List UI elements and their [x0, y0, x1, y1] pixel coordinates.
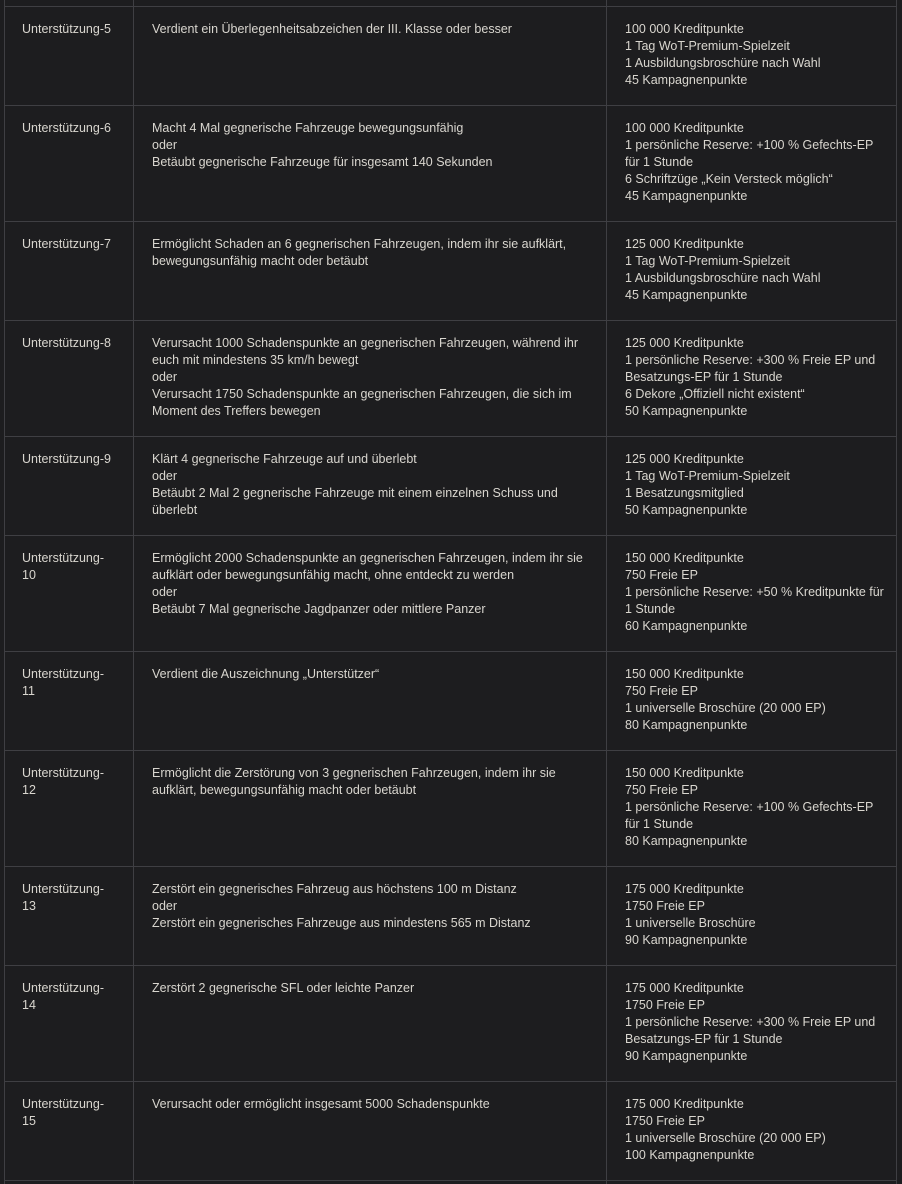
task-cell-line: aufklärt, bewegungsunfähig macht oder betäubt: [152, 783, 417, 797]
task-cell: [152, 550, 592, 618]
reward-cell-line: 175 000 Kreditpunkte: [625, 882, 744, 896]
task-cell-line: Moment des Treffers bewegen: [152, 404, 321, 418]
reward-cell: [625, 21, 887, 89]
stage-cell: [22, 881, 122, 915]
reward-cell-line: 80 Kampagnenpunkte: [625, 718, 748, 732]
table-row: [4, 320, 897, 436]
task-cell-line: Verdient ein Überlegenheitsabzeichen der III. Klasse oder besser: [152, 22, 512, 36]
reward-cell: [625, 335, 887, 420]
reward-cell-line: 100 Kampagnenpunkte: [625, 1148, 755, 1162]
task-cell-line: bewegungsunfähig macht oder betäubt: [152, 254, 369, 268]
table-row: [4, 436, 897, 535]
table-row: [4, 1081, 897, 1180]
reward-cell-line: 1 universelle Broschüre: [625, 916, 756, 930]
reward-cell-line: 1 Ausbildungsbroschüre nach Wahl: [625, 271, 821, 285]
task-cell-line: Macht 4 Mal gegnerische Fahrzeuge bewegungsunfähig: [152, 121, 464, 135]
stage-cell: [22, 1096, 122, 1130]
reward-cell-line: 1750 Freie EP: [625, 998, 705, 1012]
stage-cell-line: Unterstützung-: [22, 981, 104, 995]
row-divider: [4, 651, 897, 652]
reward-cell: [625, 980, 887, 1065]
reward-cell-line: 750 Freie EP: [625, 568, 698, 582]
task-cell-line: Betäubt 7 Mal gegnerische Jagdpanzer oder mittlere Panzer: [152, 602, 486, 616]
task-cell-line: Ermöglicht die Zerstörung von 3 gegnerischen Fahrzeugen, indem ihr sie: [152, 766, 556, 780]
reward-cell-line: für 1 Stunde: [625, 155, 694, 169]
reward-cell-line: 1 Besatzungsmitglied: [625, 486, 744, 500]
table-row: [4, 866, 897, 965]
task-cell: [152, 120, 592, 171]
task-cell-line: Betäubt gegnerische Fahrzeuge für insgesamt 140 Sekunden: [152, 155, 493, 169]
reward-cell-line: 45 Kampagnenpunkte: [625, 189, 748, 203]
reward-cell-line: 100 000 Kreditpunkte: [625, 22, 744, 36]
reward-cell-line: 1 persönliche Reserve: +300 % Freie EP und: [625, 1015, 876, 1029]
table-row: [4, 651, 897, 750]
reward-cell-line: 90 Kampagnenpunkte: [625, 1049, 748, 1063]
row-divider: [4, 535, 897, 536]
reward-cell: [625, 881, 887, 949]
reward-cell-line: Besatzungs-EP für 1 Stunde: [625, 1032, 783, 1046]
reward-cell: [625, 765, 887, 850]
reward-cell-line: 45 Kampagnenpunkte: [625, 288, 748, 302]
stage-cell: [22, 451, 122, 468]
stage-cell-line: Unterstützung-: [22, 551, 104, 565]
task-cell-line: oder: [152, 138, 178, 152]
row-divider: [4, 1180, 897, 1181]
reward-cell-line: 6 Schriftzüge „Kein Versteck möglich“: [625, 172, 833, 186]
row-divider: [4, 1081, 897, 1082]
reward-cell-line: 125 000 Kreditpunkte: [625, 237, 744, 251]
reward-cell-line: 150 000 Kreditpunkte: [625, 766, 744, 780]
reward-cell-line: 175 000 Kreditpunkte: [625, 981, 744, 995]
reward-cell: [625, 236, 887, 304]
task-cell: [152, 335, 592, 420]
reward-cell: [625, 120, 887, 205]
reward-cell: [625, 550, 887, 635]
task-cell-line: Ermöglicht 2000 Schadenspunkte an gegnerischen Fahrzeugen, indem ihr sie: [152, 551, 583, 565]
task-cell-line: oder: [152, 370, 178, 384]
task-cell-line: aufklärt oder bewegungsunfähig macht, ohne entdeckt zu werden: [152, 568, 515, 582]
table-row: [4, 750, 897, 866]
task-cell-line: oder: [152, 585, 178, 599]
row-divider: [4, 965, 897, 966]
reward-cell-line: 1 Ausbildungsbroschüre nach Wahl: [625, 56, 821, 70]
reward-cell-line: 750 Freie EP: [625, 684, 698, 698]
missions-table: [4, 0, 897, 1184]
table-row: [4, 221, 897, 320]
stage-cell-line: Unterstützung-7: [22, 237, 111, 251]
reward-cell-line: 6 Dekore „Offiziell nicht existent“: [625, 387, 805, 401]
reward-cell-line: 50 Kampagnenpunkte: [625, 404, 748, 418]
reward-cell-line: 1 persönliche Reserve: +50 % Kreditpunkte für: [625, 585, 884, 599]
reward-cell-line: 45 Kampagnenpunkte: [625, 73, 748, 87]
task-cell-line: Zerstört ein gegnerisches Fahrzeug aus höchstens 100 m Distanz: [152, 882, 517, 896]
stage-cell-line: 12: [22, 783, 36, 797]
task-cell-line: Zerstört 2 gegnerische SFL oder leichte Panzer: [152, 981, 415, 995]
stage-cell: [22, 666, 122, 700]
table-row: [4, 965, 897, 1081]
row-divider: [4, 436, 897, 437]
stage-cell-line: Unterstützung-: [22, 766, 104, 780]
task-cell-line: Verursacht 1000 Schadenspunkte an gegnerischen Fahrzeugen, während ihr: [152, 336, 578, 350]
table-row: [4, 6, 897, 105]
task-cell: [152, 236, 592, 270]
task-cell-line: Verdient die Auszeichnung „Unterstützer“: [152, 667, 380, 681]
stage-cell: [22, 765, 122, 799]
reward-cell-line: 1 persönliche Reserve: +100 % Gefechts-EP: [625, 138, 874, 152]
reward-cell-line: 60 Kampagnenpunkte: [625, 619, 748, 633]
reward-cell-line: 1 Stunde: [625, 602, 676, 616]
reward-cell-line: 1 Tag WoT-Premium-Spielzeit: [625, 469, 790, 483]
stage-cell-line: Unterstützung-5: [22, 22, 111, 36]
stage-cell: [22, 335, 122, 352]
stage-cell-line: Unterstützung-6: [22, 121, 111, 135]
task-cell-line: überlebt: [152, 503, 198, 517]
stage-cell-line: 14: [22, 998, 36, 1012]
row-divider: [4, 866, 897, 867]
reward-cell-line: 125 000 Kreditpunkte: [625, 452, 744, 466]
stage-cell: [22, 980, 122, 1014]
stage-cell: [22, 120, 122, 137]
stage-cell-line: 10: [22, 568, 36, 582]
reward-cell-line: 150 000 Kreditpunkte: [625, 667, 744, 681]
row-divider: [4, 105, 897, 106]
row-divider: [4, 320, 897, 321]
stage-cell-line: 13: [22, 899, 36, 913]
task-cell: [152, 21, 592, 38]
task-cell: [152, 1096, 592, 1113]
reward-cell-line: 80 Kampagnenpunkte: [625, 834, 748, 848]
reward-cell: [625, 451, 887, 519]
reward-cell-line: 125 000 Kreditpunkte: [625, 336, 744, 350]
table-row: [4, 105, 897, 221]
task-cell-line: Betäubt 2 Mal 2 gegnerische Fahrzeuge mit einem einzelnen Schuss und: [152, 486, 558, 500]
reward-cell-line: 1 universelle Broschüre (20 000 EP): [625, 701, 826, 715]
task-cell: [152, 765, 592, 799]
row-divider: [4, 221, 897, 222]
reward-cell-line: für 1 Stunde: [625, 817, 694, 831]
reward-cell-line: 1750 Freie EP: [625, 899, 705, 913]
reward-cell-line: 1 Tag WoT-Premium-Spielzeit: [625, 254, 790, 268]
reward-cell-line: 1750 Freie EP: [625, 1114, 705, 1128]
reward-cell-line: 1 Tag WoT-Premium-Spielzeit: [625, 39, 790, 53]
reward-cell-line: 50 Kampagnenpunkte: [625, 503, 748, 517]
stage-cell-line: Unterstützung-: [22, 1097, 104, 1111]
reward-cell-line: 175 000 Kreditpunkte: [625, 1097, 744, 1111]
row-divider: [4, 750, 897, 751]
task-cell: [152, 451, 592, 519]
reward-cell: [625, 666, 887, 734]
task-cell: [152, 980, 592, 997]
task-cell-line: Zerstört ein gegnerisches Fahrzeuge aus mindestens 565 m Distanz: [152, 916, 531, 930]
reward-cell-line: 1 persönliche Reserve: +300 % Freie EP und: [625, 353, 876, 367]
row-divider: [4, 6, 897, 7]
stage-cell-line: Unterstützung-9: [22, 452, 111, 466]
reward-cell-line: 750 Freie EP: [625, 783, 698, 797]
reward-cell-line: 1 persönliche Reserve: +100 % Gefechts-EP: [625, 800, 874, 814]
task-cell-line: Verursacht 1750 Schadenspunkte an gegnerischen Fahrzeugen, die sich im: [152, 387, 572, 401]
stage-cell: [22, 550, 122, 584]
table-row: [4, 535, 897, 651]
stage-cell: [22, 236, 122, 253]
task-cell-line: Verursacht oder ermöglicht insgesamt 5000 Schadenspunkte: [152, 1097, 490, 1111]
task-cell: [152, 881, 592, 932]
reward-cell: [625, 1096, 887, 1164]
reward-cell-line: 1 universelle Broschüre (20 000 EP): [625, 1131, 826, 1145]
task-cell-line: euch mit mindestens 35 km/h bewegt: [152, 353, 359, 367]
reward-cell-line: 90 Kampagnenpunkte: [625, 933, 748, 947]
task-cell-line: Klärt 4 gegnerische Fahrzeuge auf und überlebt: [152, 452, 417, 466]
stage-cell: [22, 21, 122, 38]
stage-cell-line: 15: [22, 1114, 36, 1128]
reward-cell-line: 100 000 Kreditpunkte: [625, 121, 744, 135]
stage-cell-line: Unterstützung-8: [22, 336, 111, 350]
stage-cell-line: Unterstützung-: [22, 667, 104, 681]
stage-cell-line: Unterstützung-: [22, 882, 104, 896]
stage-cell-line: 11: [22, 684, 35, 698]
reward-cell-line: 150 000 Kreditpunkte: [625, 551, 744, 565]
task-cell: [152, 666, 592, 683]
task-cell-line: Ermöglicht Schaden an 6 gegnerischen Fahrzeugen, indem ihr sie aufklärt,: [152, 237, 567, 251]
task-cell-line: oder: [152, 899, 178, 913]
reward-cell-line: Besatzungs-EP für 1 Stunde: [625, 370, 783, 384]
task-cell-line: oder: [152, 469, 178, 483]
